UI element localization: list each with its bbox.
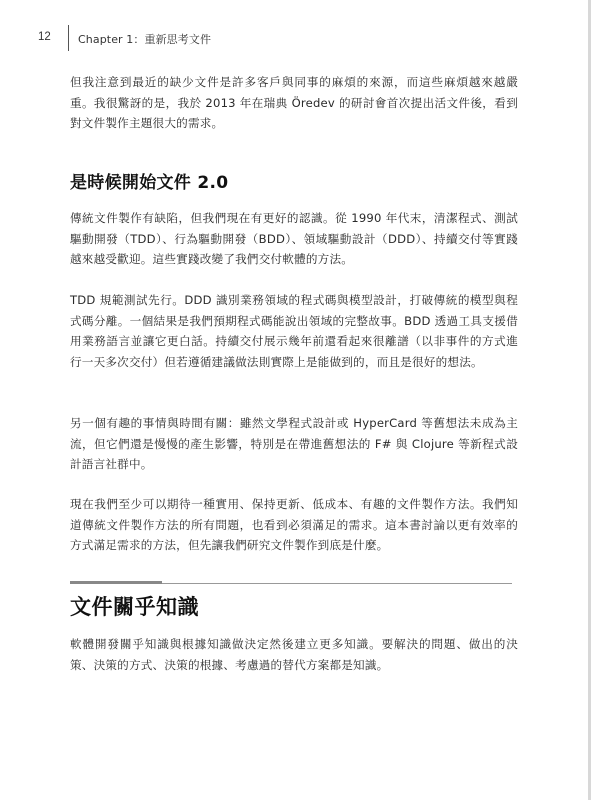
section-heading-knowledge: 文件關乎知識 [70,595,199,619]
paragraph-traditional-docs [70,208,518,270]
section-heading-documentation-2: 是時候開始文件 2.0 [70,173,229,193]
section-rule-accent [70,581,162,584]
body-text: 傳統文件製作有缺陷，但我們現在有更好的認識。從 1990 年代末，清潔程式、測試驅動開發（TDD）、行為驅動開發（BDD）、領域驅動設計（DDD）、持續交付等實踐越來越受歡迎。這些實踐改變了我們交付軟體的方法。 [70,211,518,266]
body-text: 軟體開發關乎知識與根據知識做決定然後建立更多知識。要解決的問題、做出的決策、決策的方式、決策的根據、考慮過的替代方案都是知識。 [70,637,518,672]
paragraph-intro [70,72,518,134]
paragraph-practical-approach [70,494,518,556]
chapter-label: Chapter 1：重新思考文件 [78,33,212,46]
body-text: 但我注意到最近的缺少文件是許多客戶與同事的麻煩的來源，而這些麻煩越來越嚴重。我很驚訝的是，我於 2013 年在瑞典 Öredev 的研討會首次提出活文件後，看到對文件製作主題很大的需求。 [70,75,518,130]
paragraph-old-ideas [70,413,518,475]
paragraph-tdd-ddd-bdd [70,290,518,372]
page-number: 12 [38,31,51,43]
page-header [0,0,591,60]
header-divider [68,25,69,51]
body-text: 現在我們至少可以期待一種實用、保持更新、低成本、有趣的文件製作方法。我們知道傳統文件製作方法的所有問題，也看到必須滿足的需求。這本書討論以更有效率的方式滿足需求的方法，但先讓我們研究文件製作到底是什麼。 [70,497,518,552]
body-text: 另一個有趣的事情與時間有關：雖然文學程式設計或 HyperCard 等舊想法未成為主流，但它們還是慢慢的產生影響，特別是在帶進舊想法的 F# 與 Clojure 等新程式設計語言社群中。 [70,416,518,471]
paragraph-knowledge [70,634,518,675]
body-text: TDD 規範測試先行。DDD 識別業務領域的程式碼與模型設計，打破傳統的模型與程式碼分離。一個結果是我們預期程式碼能說出領域的完整故事。BDD 透過工具支援借用業務語言並讓它更白話。持續交付展示幾年前還看起來很離譜（以非事件的方式進行一天多次交付）但若遵循建議做法則實際上是能做到的，而且是很好的想法。 [70,293,518,369]
